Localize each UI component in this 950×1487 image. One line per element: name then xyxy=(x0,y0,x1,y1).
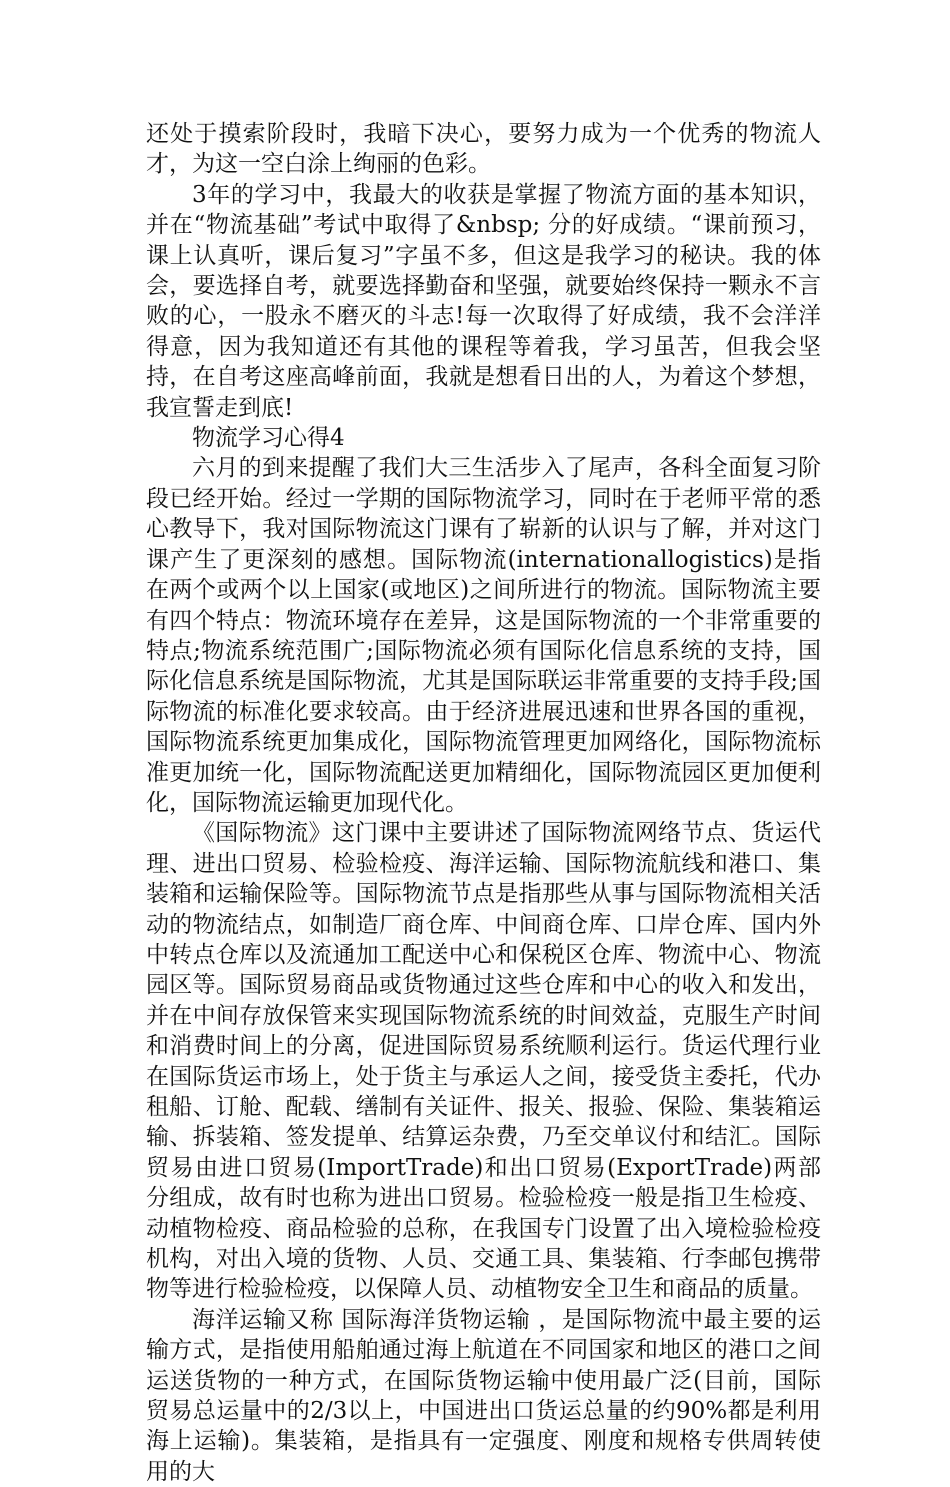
paragraph-study-gains: 3年的学习中，我最大的收获是掌握了物流方面的基本知识，并在“物流基础”考试中取得了&nbsp; 分的好成绩。“课前预习，课上认真听，课后复习”字虽不多，但这是我学习的秘诀。我的体会，要选择自考，就要选择勤奋和坚强，就要始终保持一颗永不言败的心，一股永不磨灭的斗志!每一次取得了好成绩，我不会洋洋得意，因为我知道还有其他的课程等着我，学习虽苦，但我会坚持，在自考这座高峰前面，我就是想看日出的人，为着这个梦想，我宣誓走到底! xyxy=(146,181,821,421)
paragraph-international-logistics: 六月的到来提醒了我们大三生活步入了尾声，各科全面复习阶段已经开始。经过一学期的国际物流学习，同时在于老师平常的悉心教导下，我对国际物流这门课有了崭新的认识与了解，并对这门课产生了更深刻的感想。国际物流(internationallogistics)是指在两个或两个以上国家(或地区)之间所进行的物流。国际物流主要有四个特点：物流环境存在差异，这是国际物流的一个非常重要的特点;物流系统范围广;国际物流必须有国际化信息系统的支持，国际化信息系统是国际物流，尤其是国际联运非常重要的支持手段;国际物流的标准化要求较高。由于经济进展迅速和世界各国的重视，国际物流系统更加集成化，国际物流管理更加网络化，国际物流标准更加统一化，国际物流配送更加精细化，国际物流园区更加便利化，国际物流运输更加现代化。 xyxy=(146,455,821,816)
document-body xyxy=(146,119,821,1487)
paragraph-continuation: 还处于摸索阶段时，我暗下决心，要努力成为一个优秀的物流人才，为这一空白涂上绚丽的色彩。 xyxy=(146,121,821,178)
paragraph-ocean-transport: 海洋运输又称 国际海洋货物运输 ，是国际物流中最主要的运输方式，是指使用船舶通过海上航道在不同国家和地区的港口之间运送货物的一种方式，在国际货物运输中使用最广泛(目前，国际贸易总运量中的2/3以上，中国进出口货运总量的约90%都是利用海上运输)。集装箱，是指具有一定强度、刚度和规格专供周转使用的大 xyxy=(146,1306,821,1485)
paragraph-course-content: 《国际物流》这门课中主要讲述了国际物流网络节点、货运代理、进出口贸易、检验检疫、海洋运输、国际物流航线和港口、集装箱和运输保险等。国际物流节点是指那些从事与国际物流相关活动的物流结点，如制造厂商仓库、中间商仓库、口岸仓库、国内外中转点仓库以及流通加工配送中心和保税区仓库、物流中心、物流园区等。国际贸易商品或货物通过这些仓库和中心的收入和发出，并在中间存放保管来实现国际物流系统的时间效益，克服生产时间和消费时间上的分离，促进国际贸易系统顺利运行。货运代理行业在国际货运市场上，处于货主与承运人之间，接受货主委托，代办租船、订舱、配载、缮制有关证件、报关、报验、保险、集装箱运输、拆装箱、签发提单、结算运杂费，乃至交单议付和结汇。国际贸易由进口贸易(ImportTrade)和出口贸易(ExportTrade)两部分组成，故有时也称为进出口贸易。检验检疫一般是指卫生检疫、动植物检疫、商品检验的总称，在我国专门设置了出入境检验检疫机构，对出入境的货物、人员、交通工具、集装箱、行李邮包携带物等进行检验检疫，以保障人员、动植物安全卫生和商品的质量。 xyxy=(146,820,821,1303)
section-heading: 物流学习心得4 xyxy=(192,425,345,452)
